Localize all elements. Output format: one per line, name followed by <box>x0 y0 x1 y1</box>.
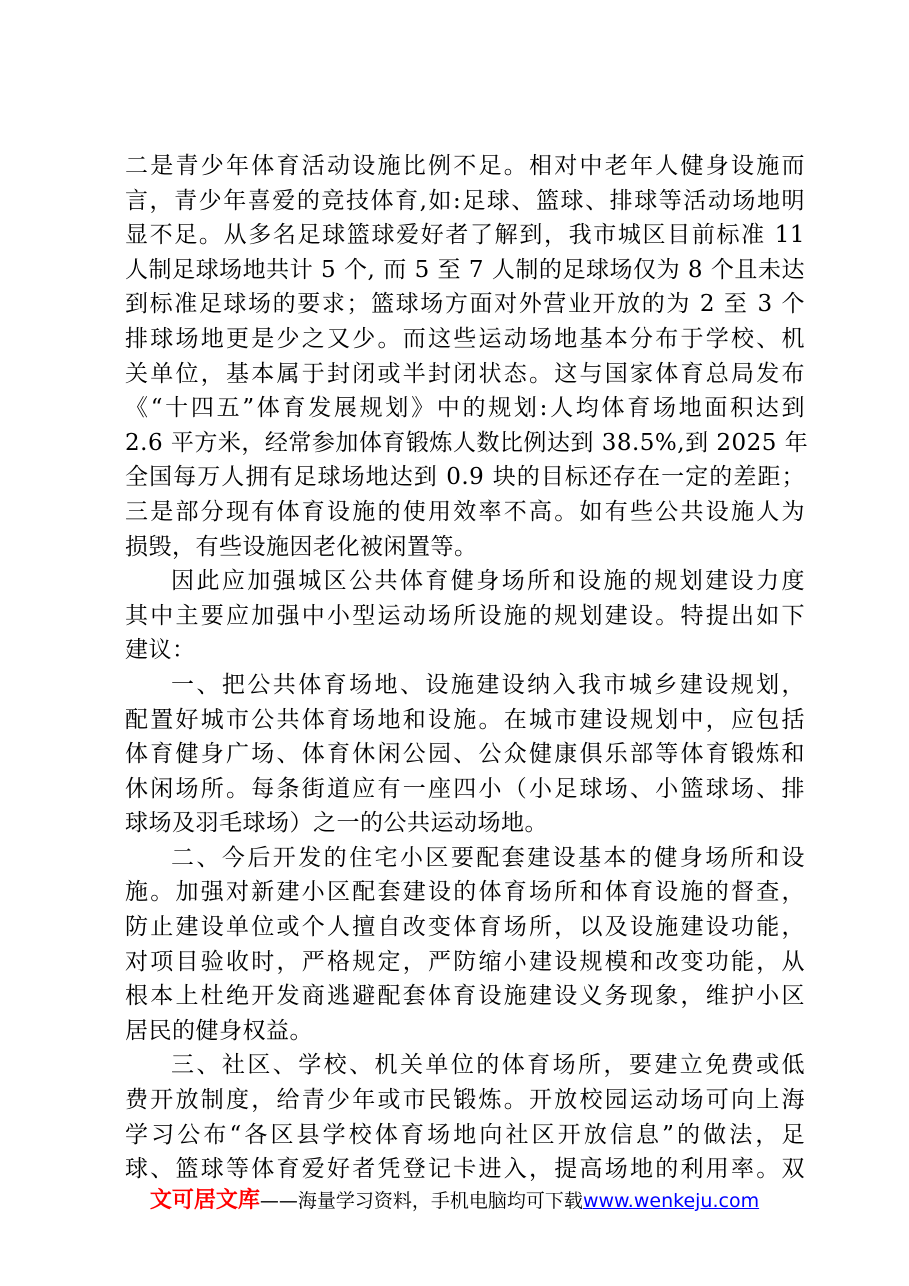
text-line: 全国每万人拥有足球场地达到 0.9 块的目标还存在一定的差距； <box>125 464 805 491</box>
text-line: 一、把公共体育场地、设施建设纳入我市城乡建设规划， <box>171 671 805 698</box>
footer-tagline: ——海量学习资料，手机电脑均可下载 <box>259 1190 583 1212</box>
text-line: 防止建设单位或个人擅自改变体育场所，以及设施建设功能， <box>125 914 805 941</box>
text-line: 关单位，基本属于封闭或半封闭状态。这与国家体育总局发布 <box>125 360 805 387</box>
text-line: 学习公布“各区县学校体育场地向社区开放信息”的做法，足 <box>125 1121 805 1148</box>
text-line: 居民的健身权益。 <box>125 1017 313 1044</box>
text-line: 因此应加强城区公共体育健身场所和设施的规划建设力度 <box>171 568 805 595</box>
text-line: 休闲场所。每条街道应有一座四小（小足球场、小篮球场、排 <box>125 775 805 802</box>
text-line: 对项目验收时，严格规定，严防缩小建设规模和改变功能，从 <box>125 948 805 975</box>
text-line: 体育健身广场、体育休闲公园、公众健康俱乐部等体育锻炼和 <box>125 741 805 768</box>
text-line: 二、今后开发的住宅小区要配套建设基本的健身场所和设 <box>171 844 805 871</box>
footer-brand: 文可居文库 <box>149 1188 260 1213</box>
text-line: 损毁，有些设施因老化被闲置等。 <box>125 533 478 560</box>
text-line: 言，青少年喜爱的竞技体育,如:足球、篮球、排球等活动场地明 <box>125 187 805 214</box>
text-line: 配置好城市公共体育场地和设施。在城市建设规划中，应包括 <box>125 706 805 733</box>
text-line: 人制足球场地共计 5 个, 而 5 至 7 人制的足球场仅为 8 个且未达 <box>125 256 805 283</box>
text-line: 球、篮球等体育爱好者凭登记卡进入，提高场地的利用率。双 <box>125 1156 805 1183</box>
text-line: 费开放制度，给青少年或市民锻炼。开放校园运动场可向上海 <box>125 1087 805 1114</box>
text-line: 二是青少年体育活动设施比例不足。相对中老年人健身设施而 <box>125 153 805 179</box>
text-line: 三是部分现有体育设施的使用效率不高。如有些公共设施人为 <box>125 498 805 525</box>
text-line: 《“十四五”体育发展规划》中的规划:人均体育场地面积达到 <box>125 395 805 422</box>
text-line: 根本上杜绝开发商逃避配套体育设施建设义务现象，维护小区 <box>125 983 805 1010</box>
document-body <box>125 149 809 1187</box>
text-line: 到标准足球场的要求；篮球场方面对外营业开放的为 2 至 3 个 <box>125 291 805 318</box>
text-line: 球场及羽毛球场）之一的公共运动场地。 <box>125 810 548 837</box>
footer-site-link[interactable]: www.wenkeju.com <box>582 1190 760 1212</box>
text-line: 建议： <box>125 637 196 664</box>
text-line: 施。加强对新建小区配套建设的体育场所和体育设施的督查， <box>125 879 805 906</box>
text-line: 排球场地更是少之又少。而这些运动场地基本分布于学校、机 <box>125 325 805 352</box>
text-line: 2.6 平方米，经常参加体育锻炼人数比例达到 38.5%,到 2025 年 <box>125 429 809 456</box>
footer-banner <box>0 1183 909 1214</box>
text-line: 其中主要应加强中小型运动场所设施的规划建设。特提出如下 <box>125 602 805 629</box>
text-line: 三、社区、学校、机关单位的体育场所，要建立免费或低 <box>171 1052 805 1079</box>
text-line: 显不足。从多名足球篮球爱好者了解到，我市城区目前标准 11 <box>125 222 805 249</box>
